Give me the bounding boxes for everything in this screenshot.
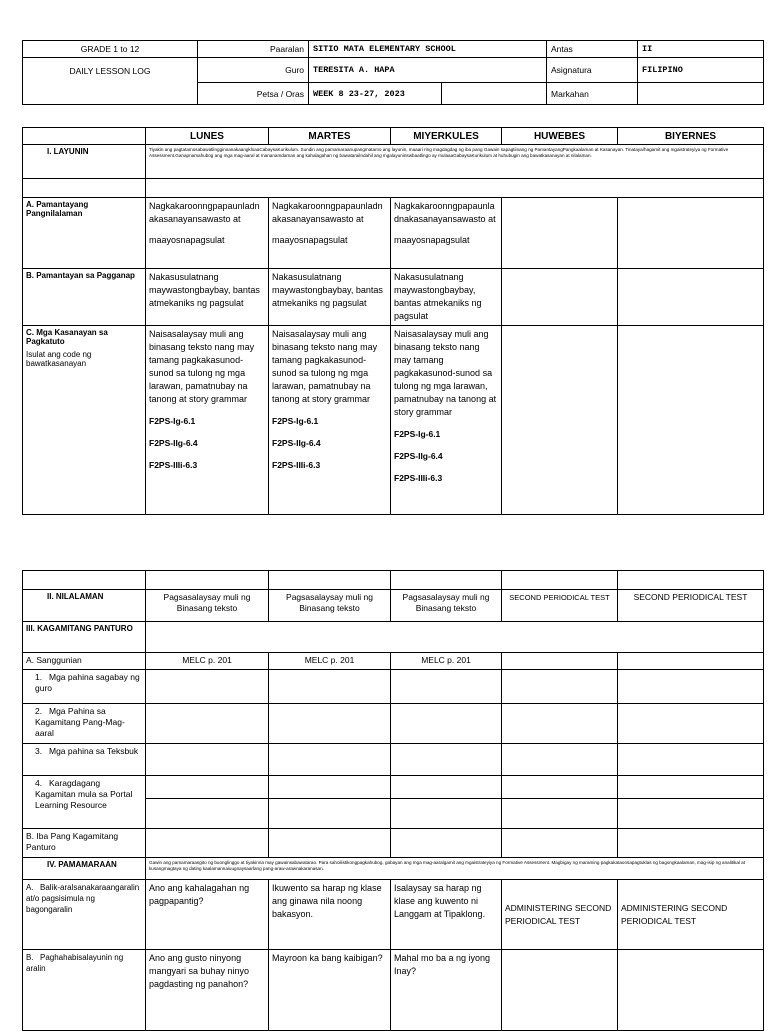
quarter-value: [638, 83, 764, 105]
competencies-tue: Naisasalaysay muli ang binasang teksto nang may tamang pagkakasunod-sunod sa tulong ng mga larawan, pamatnubay na tanong at story grammar F2PS-Ig-6.1 F2PS-IIg-6.4 F2PS-IIIi-6.3: [269, 326, 391, 515]
day-martes: MARTES: [269, 128, 391, 145]
blank-cell: [23, 179, 146, 198]
competencies-label: C. Mga Kasanayan sa Pagkatuto: [26, 328, 108, 346]
blank-cell: [391, 571, 502, 590]
subject-label: Asignatura: [547, 58, 638, 83]
topic-fri: SECOND PERIODICAL TEST: [618, 590, 764, 622]
corner-cell: [23, 128, 146, 145]
blank-cell: [502, 776, 618, 799]
school-name: SITIO MATA ELEMENTARY SCHOOL: [309, 41, 547, 58]
week-value: WEEK 8 23-27, 2023: [309, 83, 442, 105]
day-lunes: LUNES: [146, 128, 269, 145]
content-standard-mon: Nagkakaroonngpapaunladn akasanayansawasto at maayosnapagsulat: [146, 198, 269, 269]
blank-cell: [618, 571, 764, 590]
topic-wed: Pagsasalaysay muli ng Binasang teksto: [391, 590, 502, 622]
blank-cell: [502, 571, 618, 590]
objectives-title: I. LAYUNIN: [23, 145, 146, 179]
blank-cell: [146, 799, 269, 829]
quarter-label: Markahan: [547, 83, 638, 105]
blank-cell: [502, 744, 618, 776]
blank-cell: [269, 744, 391, 776]
content-title: II. NILALAMAN: [23, 590, 146, 622]
blank-cell: [146, 571, 269, 590]
purpose-fri: [618, 950, 764, 1031]
review-tue: Ikuwento sa harap ng klase ang ginawa nila noong bakasyon.: [269, 880, 391, 950]
performance-standard-thu: [502, 269, 618, 326]
blank-cell: [391, 744, 502, 776]
blank-cell: [502, 799, 618, 829]
performance-standard-wed: Nakasusulatnang maywastongbaybay, bantas atmekaniks ng pagsulat: [391, 269, 502, 326]
purpose-label-cell: B. Paghahabisalayunin ng aralin: [23, 950, 146, 1031]
performance-standard-mon: Nakasusulatnang maywastongbaybay, bantas atmekaniks ng pagsulat: [146, 269, 269, 326]
purpose-tue: Mayroon ka bang kaibigan?: [269, 950, 391, 1031]
level-value: II: [638, 41, 764, 58]
blank-cell: [502, 704, 618, 744]
blank-cell: [391, 799, 502, 829]
teacher-label: Guro: [198, 58, 309, 83]
performance-standard-label: B. Pamantayan sa Pagganap: [23, 269, 146, 326]
procedure-note: Gawin ang pamamaraangito ng buonglinggo at tiyakinna may gawainsabawatarao. Para sahoilistikongpagkahubog, gabayan ang mga mag-aaralgamit ang mgaistrateyiya ng Formative Assessment. Magbigay ng maraming pagkakataonsapagtuklas ng bagongkaalaman, mag-isip ng analitikal at kusangmagtaya ng dating kaalamannaiuugnaysaarlang pang-araw-arawnakaranasan.: [146, 858, 764, 880]
header-table: [22, 40, 764, 105]
reference-tue: MELC p. 201: [269, 653, 391, 670]
purpose-mon: Ano ang gusto ninyong mangyari sa buhay ninyo pagdasting ng panahon?: [146, 950, 269, 1031]
performance-standard-tue: Nakasusulatnang maywastongbaybay, bantas atmekaniks ng pagsulat: [269, 269, 391, 326]
purpose-wed: Mahal mo ba a ng iyong Inay?: [391, 950, 502, 1031]
materials-title: III. KAGAMITANG PANTURO: [23, 622, 146, 653]
blank-cell: [146, 829, 269, 858]
purpose-thu: [502, 950, 618, 1031]
objectives-table: [22, 127, 764, 515]
blank-cell: [146, 622, 764, 653]
material-item-4: 4. Karagdagang Kagamitan mula sa Portal Learning Resource: [23, 776, 146, 829]
level-label: Antas: [547, 41, 638, 58]
competencies-thu: [502, 326, 618, 515]
competencies-mon: Naisasalaysay muli ang binasang teksto nang may tamang pagkakasunod-sunod sa tulong ng mga larawan, pamatnubay na tanong at story grammar F2PS-Ig-6.1 F2PS-IIg-6.4 F2PS-IIIi-6.3: [146, 326, 269, 515]
blank-cell: [618, 799, 764, 829]
blank-cell: [269, 670, 391, 704]
content-standard-thu: [502, 198, 618, 269]
blank-cell: [391, 670, 502, 704]
empty-cell: [442, 83, 547, 105]
blank-cell: [146, 744, 269, 776]
content-standard-label: A. Pamantayang Pangnilalaman: [23, 198, 146, 269]
purpose-label: Paghahabisalayunin ng aralin: [26, 953, 124, 973]
day-biyernes: BIYERNES: [618, 128, 764, 145]
reference-label: A. Sanggunian: [23, 653, 146, 670]
content-standard-fri: [618, 198, 764, 269]
date-label: Petsa / Oras: [198, 83, 309, 105]
blank-cell: [618, 829, 764, 858]
review-mon: Ano ang kahalagahan ng pagpapantig?: [146, 880, 269, 950]
reference-wed: MELC p. 201: [391, 653, 502, 670]
other-materials-label: B. Iba Pang Kagamitang Panturo: [23, 829, 146, 858]
log-title: DAILY LESSON LOG: [23, 58, 198, 105]
blank-cell: [618, 744, 764, 776]
objectives-note: Tiyakin ang pagtatamosabawatlingginnanakaangkloaaCabaysaKurikulum. Sundin ang pamamaraanupangmatamo ang layunin, maaari ring magdagdag ng iba pang Gawain sapagtiinang ng PamantayangPangkaalaman at Kasanayan. Tinataya/hagamit ang mgaistrateyiya ng Formative Assessment.Ganapnamahubog ang mga mag-aaral at mananamdaman ang kahalagahan ng bawatarailndahil ang mgalayuninswbaatlingo ay mulaaaGabaysaKurikulum at huhubugin ang bawatkasanayan at nilalaman.: [146, 145, 764, 179]
blank-cell: [23, 571, 146, 590]
content-table: [22, 570, 764, 1031]
procedure-title: IV. PAMAMARAAN: [23, 858, 146, 880]
topic-mon: Pagsasalaysay muli ng Binasang teksto: [146, 590, 269, 622]
material-item-1: 1. Mga pahina sagabay ng guro: [23, 670, 146, 704]
blank-cell: [502, 829, 618, 858]
blank-cell: [146, 776, 269, 799]
review-label: Balik-aralsanakaraangaralin at/o pagsisimula ng bagongaralin: [26, 883, 140, 914]
topic-tue: Pagsasalaysay muli ng Binasang teksto: [269, 590, 391, 622]
blank-cell: [146, 704, 269, 744]
grade-label: GRADE 1 to 12: [23, 41, 198, 58]
topic-thu: SECOND PERIODICAL TEST: [502, 590, 618, 622]
day-miyerkules: MIYERKULES: [391, 128, 502, 145]
blank-cell: [391, 776, 502, 799]
teacher-name: TERESITA A. HAPA: [309, 58, 547, 83]
reference-thu: [502, 653, 618, 670]
material-item-2: 2. Mga Pahina sa Kagamitang Pang-Mag-aaral: [23, 704, 146, 744]
blank-cell: [618, 776, 764, 799]
reference-mon: MELC p. 201: [146, 653, 269, 670]
blank-cell: [269, 776, 391, 799]
competencies-wed: Naisasalaysay muli ang binasang teksto nang may tamang pagkakasunod-sunod sa tulong ng mga larawan, pamatnubay na tanong at story grammar F2PS-Ig-6.1 F2PS-IIg-6.4 F2PS-IIIi-6.3: [391, 326, 502, 515]
reference-fri: [618, 653, 764, 670]
competencies-sub: Isulat ang code ng bawatkasanayan: [26, 350, 92, 368]
content-standard-wed: Nagkakaroonngpapaunla dnakasanayansawasto at maayosnapagsulat: [391, 198, 502, 269]
performance-standard-fri: [618, 269, 764, 326]
blank-cell: [391, 704, 502, 744]
blank-cell: [618, 670, 764, 704]
blank-cell: [502, 670, 618, 704]
school-label: Paaralan: [198, 41, 309, 58]
blank-cell: [269, 571, 391, 590]
competencies-fri: [618, 326, 764, 515]
review-fri: ADMINISTERING SECOND PERIODICAL TEST: [618, 880, 764, 950]
subject-value: FILIPINO: [638, 58, 764, 83]
blank-cell: [618, 704, 764, 744]
competencies-label-cell: [23, 326, 146, 515]
day-huwebes: HUWEBES: [502, 128, 618, 145]
blank-cell: [269, 704, 391, 744]
material-item-3: 3. Mga pahina sa Teksbuk: [23, 744, 146, 776]
blank-cell: [146, 670, 269, 704]
blank-cell: [146, 179, 764, 198]
blank-cell: [391, 829, 502, 858]
blank-cell: [269, 829, 391, 858]
review-label-cell: A. Balik-aralsanakaraangaralin at/o pagsisimula ng bagongaralin: [23, 880, 146, 950]
review-thu: ADMINISTERING SECOND PERIODICAL TEST: [502, 880, 618, 950]
review-wed: Isalaysay sa harap ng klase ang kuwento ni Langgam at Tipaklong.: [391, 880, 502, 950]
blank-cell: [269, 799, 391, 829]
content-standard-tue: Nagkakaroonngpapaunladn akasanayansawasto at maayosnapagsulat: [269, 198, 391, 269]
